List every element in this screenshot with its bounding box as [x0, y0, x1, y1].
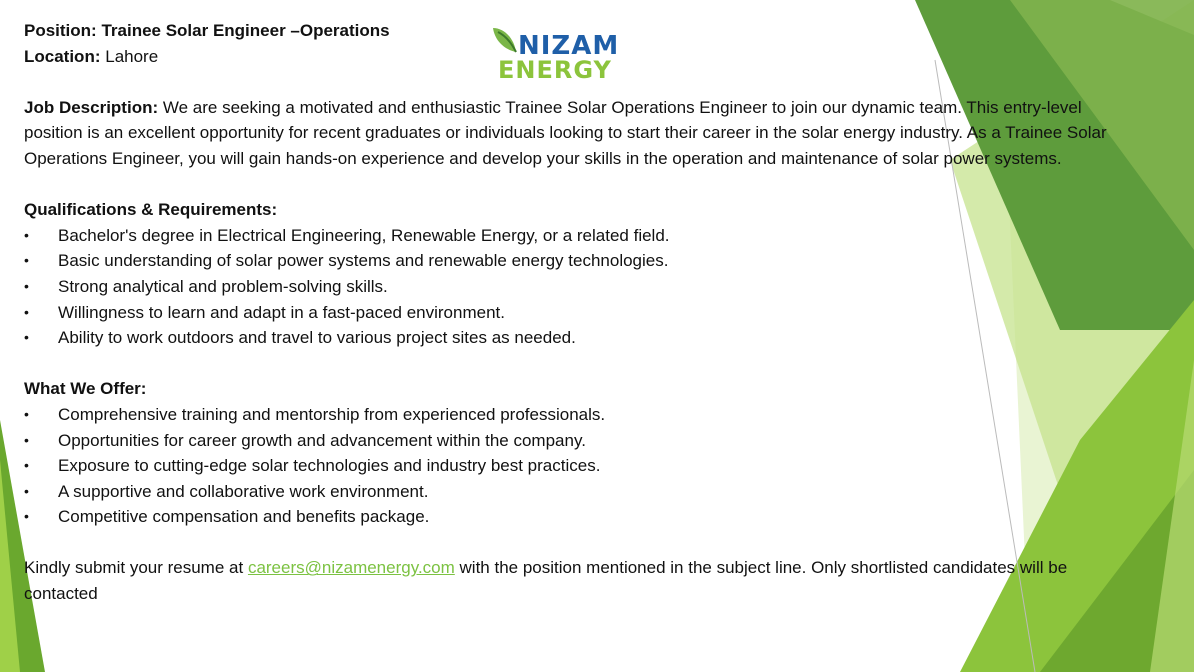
- list-item: • Ability to work outdoors and travel to various project sites as needed.: [24, 325, 1114, 351]
- list-item: • Comprehensive training and mentorship from experienced professionals.: [24, 402, 1114, 428]
- list-item: • Opportunities for career growth and advancement within the company.: [24, 428, 1114, 454]
- list-item: • Bachelor's degree in Electrical Engineering, Renewable Energy, or a related field.: [24, 223, 1114, 249]
- qualifications-list: [24, 223, 1114, 351]
- offer-list: [24, 402, 1114, 530]
- job-description-text: We are seeking a motivated and enthusiastic Trainee Solar Operations Engineer to join our dynamic team. This entry-level position is an excellent opportunity for recent graduates or individuals looking to start their career in the solar energy industry. As a Trainee Solar Operations Engineer, you will gain hands-on experience and develop your skills in the operation and maintenance of solar power systems.: [24, 97, 1107, 168]
- job-description: [24, 95, 1114, 172]
- position-label: Position:: [24, 21, 97, 40]
- list-item: • Exposure to cutting-edge solar technologies and industry best practices.: [24, 453, 1114, 479]
- location-label: Location:: [24, 46, 101, 66]
- list-item: • A supportive and collaborative work environment.: [24, 479, 1114, 505]
- closing-before: Kindly submit your resume at: [24, 558, 244, 578]
- location-value: Lahore: [105, 46, 159, 66]
- email-link[interactable]: careers@nizamenergy.com: [247, 558, 455, 578]
- list-item: • Basic understanding of solar power systems and renewable energy technologies.: [24, 248, 1114, 274]
- position-line: [24, 18, 1114, 44]
- list-item: • Willingness to learn and adapt in a fast-paced environment.: [24, 300, 1114, 326]
- job-description-label: Job Description:: [24, 97, 159, 117]
- job-posting: [24, 18, 1114, 607]
- position-value: Trainee Solar Engineer –Operations: [101, 21, 390, 40]
- list-item: • Competitive compensation and benefits package.: [24, 504, 1114, 530]
- closing-text: [24, 555, 1114, 606]
- svg-text:NIZAM: NIZAM: [518, 31, 620, 61]
- qualifications-heading: Qualifications & Requirements:: [24, 200, 278, 220]
- list-item: • Strong analytical and problem-solving skills.: [24, 274, 1114, 300]
- closing-after: with the position mentioned in the subject line. Only shortlisted candidates will be contacted: [24, 558, 1068, 604]
- svg-text:ENERGY: ENERGY: [498, 56, 612, 84]
- location-line: [24, 44, 1114, 70]
- offer-heading: What We Offer:: [24, 379, 147, 399]
